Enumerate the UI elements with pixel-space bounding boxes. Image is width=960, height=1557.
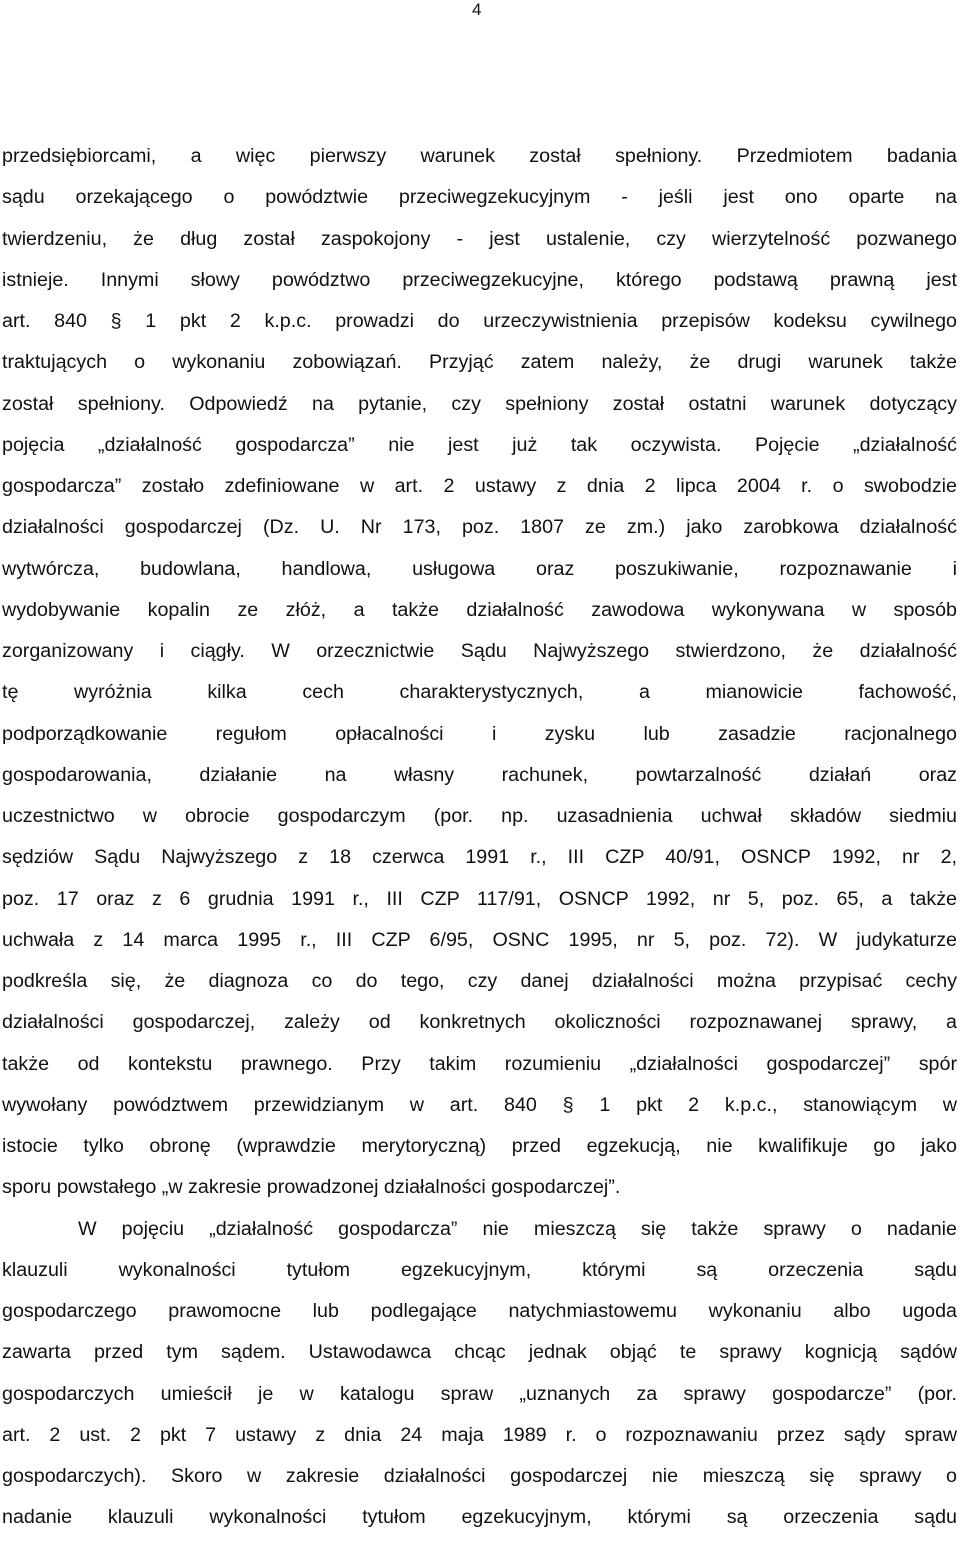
text-line: gospodarowania, działanie na własny rachunek, powtarzalność działań oraz [2, 763, 957, 786]
text-line: art. 840 § 1 pkt 2 k.p.c. prowadzi do urzeczywistnienia przepisów kodeksu cywilnego [2, 310, 957, 332]
text-line: działalności gospodarczej, zależy od konkretnych okoliczności rozpoznawanej sprawy, a [2, 1011, 957, 1034]
text-line: tę wyróżnia kilka cech charakterystycznych, a mianowicie fachowość, [2, 681, 957, 704]
text-line: przedsiębiorcami, a więc pierwszy warunek został spełniony. Przedmiotem badania [2, 145, 957, 167]
text-line: podporządkowanie regułom opłacalności i zysku lub zasadzie racjonalnego [2, 722, 957, 745]
text-line: podkreśla się, że diagnoza co do tego, czy danej działalności można przypisać cechy [2, 970, 957, 992]
text-line: wywołany powództwem przewidzianym w art. 840 § 1 pkt 2 k.p.c., stanowiącym w [2, 1093, 957, 1116]
text-line: istocie tylko obronę (wprawdzie merytoryczną) przed egzekucją, nie kwalifikuje go jako [2, 1135, 957, 1157]
document-body [2, 136, 957, 1539]
text-line: zawarta przed tym sądem. Ustawodawca chcąc jednak objąć te sprawy kognicją sądów [2, 1341, 957, 1364]
paragraph-end-line: sporu powstałego „w zakresie prowadzonej działalności gospodarczej”. [2, 1176, 621, 1199]
text-line: zorganizowany i ciągły. W orzecznictwie Sądu Najwyższego stwierdzono, że działalność [2, 640, 957, 662]
text-line: wytwórcza, budowlana, handlowa, usługowa oraz poszukiwanie, rozpoznawanie i [2, 557, 957, 580]
text-line: sądu orzekającego o powództwie przeciwegzekucyjnym - jeśli jest ono oparte na [2, 186, 957, 209]
text-line: sędziów Sądu Najwyższego z 18 czerwca 1991 r., III CZP 40/91, OSNCP 1992, nr 2, [2, 846, 957, 869]
text-line: wydobywanie kopalin ze złóż, a także działalność zawodowa wykonywana w sposób [2, 598, 957, 621]
page-number: 4 [472, 0, 482, 19]
text-line: twierdzeniu, że dług został zaspokojony - jest ustalenie, czy wierzytelność pozwanego [2, 227, 957, 250]
text-line: działalności gospodarczej (Dz. U. Nr 173, poz. 1807 ze zm.) jako zarobkowa działalność [2, 516, 957, 539]
text-line: gospodarczych umieścił je w katalogu spraw „uznanych za sprawy gospodarcze” (por. [2, 1382, 957, 1405]
text-line: nadanie klauzuli wykonalności tytułom egzekucyjnym, którymi są orzeczenia sądu [2, 1506, 957, 1529]
text-line: także od kontekstu prawnego. Przy takim rozumieniu „działalności gospodarczej” spór [2, 1052, 957, 1075]
paragraph-start-line: W pojęciu „działalność gospodarcza” nie mieszczą się także sprawy o nadanie [78, 1217, 957, 1240]
text-line: gospodarczych). Skoro w zakresie działalności gospodarczej nie mieszczą się sprawy o [2, 1465, 957, 1487]
text-line: istnieje. Innymi słowy powództwo przeciwegzekucyjne, którego podstawą prawną jest [2, 268, 957, 291]
text-line: klauzuli wykonalności tytułom egzekucyjnym, którymi są orzeczenia sądu [2, 1258, 957, 1281]
text-line: uchwała z 14 marca 1995 r., III CZP 6/95, OSNC 1995, nr 5, poz. 72). W judykaturze [2, 928, 957, 951]
text-line: gospodarczego prawomocne lub podlegające natychmiastowemu wykonaniu albo ugoda [2, 1300, 957, 1322]
text-line: uczestnictwo w obrocie gospodarczym (por. np. uzasadnienia uchwał składów siedmiu [2, 805, 957, 827]
text-line: art. 2 ust. 2 pkt 7 ustawy z dnia 24 maja 1989 r. o rozpoznawaniu przez sądy spraw [2, 1423, 957, 1446]
text-line: traktujących o wykonaniu zobowiązań. Przyjąć zatem należy, że drugi warunek także [2, 351, 957, 374]
text-line: poz. 17 oraz z 6 grudnia 1991 r., III CZP 117/91, OSNCP 1992, nr 5, poz. 65, a także [2, 887, 957, 910]
text-line: został spełniony. Odpowiedź na pytanie, czy spełniony został ostatni warunek dotyczący [2, 392, 957, 415]
text-line: gospodarcza” zostało zdefiniowane w art. 2 ustawy z dnia 2 lipca 2004 r. o swobodzie [2, 475, 957, 497]
text-line: pojęcia „działalność gospodarcza” nie jest już tak oczywista. Pojęcie „działalność [2, 433, 957, 456]
